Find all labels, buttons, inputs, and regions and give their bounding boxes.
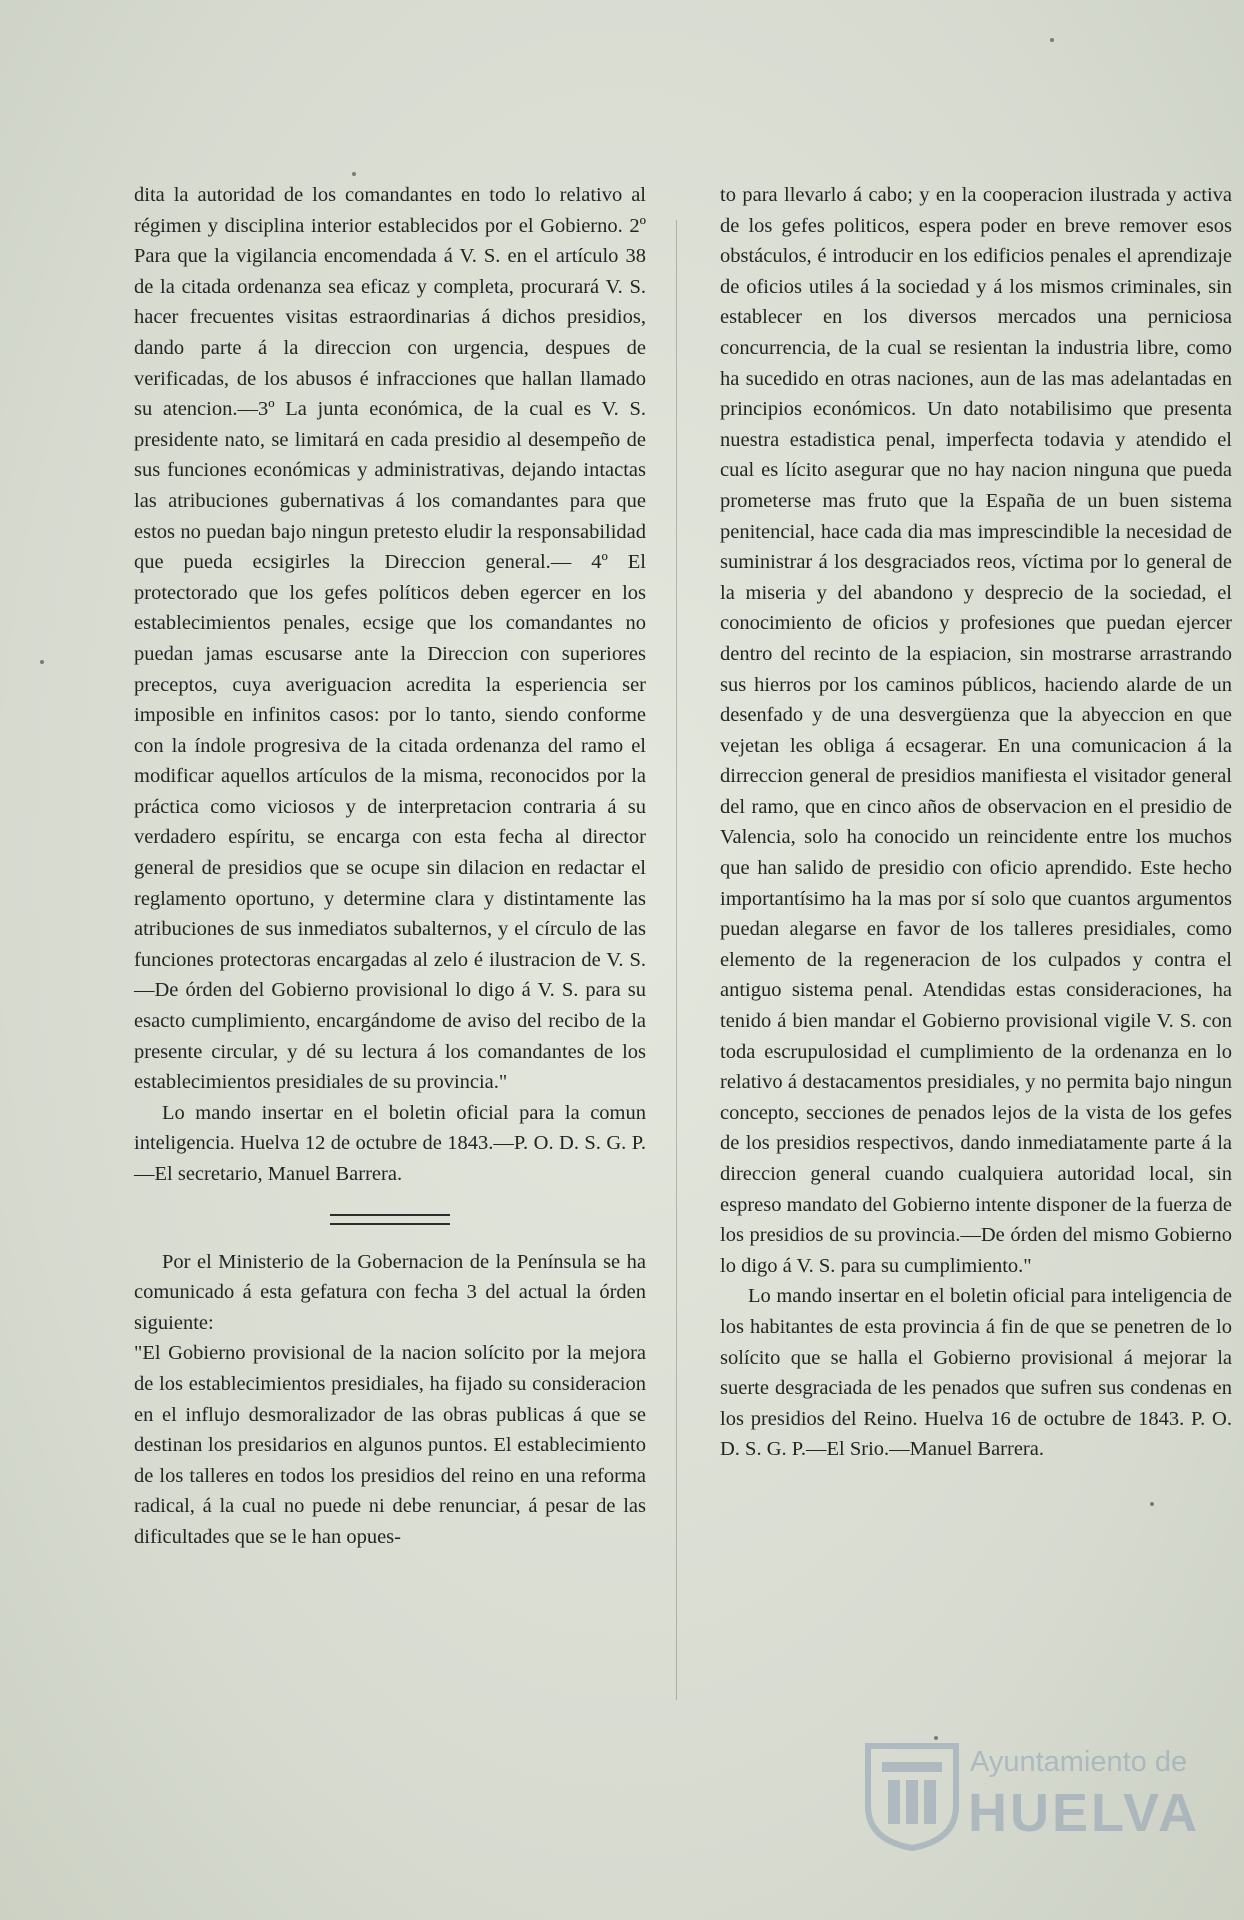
- watermark-line-2: HUELVA: [968, 1783, 1200, 1843]
- right-column: [720, 180, 1232, 1465]
- ink-speck: [40, 660, 44, 664]
- huelva-shield-icon: [862, 1740, 962, 1852]
- double-rule-separator: [330, 1214, 450, 1225]
- right-paragraph-1: to para llevarlo á cabo; y en la cooperacion ilustrada y activa de los gefes politicos, espera poder en breve remover esos obstáculos, é introducir en los edificios penales el aprendizaje de oficios utiles á la sociedad y á los mismos criminales, sin establecer en los diversos mercados una perniciosa concurrencia, de la cual se resientan la industria libre, como ha sucedido en otras naciones, aun de las mas adelantadas en principios económicos. Un dato notabilisimo que presenta nuestra estadistica penal, imperfecta todavia y atendido el cual es lícito asegurar que no hay nacion ninguna que pueda prometerse mas fruto que la España de un buen sistema penitencial, hace cada dia mas imprescindible la necesidad de suministrar á los desgraciados reos, víctima por lo general de la miseria y del abandono y desprecio de la sociedad, el conocimiento de oficios y profesiones que puedan ejercer dentro del recinto de la espiacion, sin mostrarse arrastrando sus hierros por los caminos públicos, haciendo alarde de un desenfado y de una desvergüenza que la abyeccion en que vejetan les obliga á ecsagerar. En una comunicacion á la dirreccion general de presidios manifiesta el visitador general del ramo, que en cinco años de observacion en el presidio de Valencia, solo ha conocido un reincidente entre los muchos que han salido de presidio con oficio aprendido. Este hecho importantísimo ha la mas por sí solo que cuantos argumentos puedan alegarse en favor de los talleres presidiales, como elemento de la regeneracion de los culpados y contra el antiguo sistema penal. Atendidas estas consideraciones, ha tenido á bien mandar el Gobierno provisional vigile V. S. con toda escrupulosidad el cumplimiento de la ordenanza en lo relativo á destacamentos presidiales, y no permita bajo ningun concepto, secciones de penados lejos de la vista de los gefes de los presidios respectivos, dando inmediatamente parte á la direccion general cuando cualquiera autoridad local, sin espreso mandato del Gobierno intente disponer de la fuerza de los presidios de su provincia.—De órden del mismo Gobierno lo digo á V. S. para su cumplimiento.": [720, 184, 1232, 1277]
- column-divider: [676, 220, 677, 1700]
- ink-speck: [352, 172, 356, 176]
- ayuntamiento-watermark: [862, 1740, 1200, 1860]
- left-paragraph-1: dita la autoridad de los comandantes en todo lo relativo al régimen y disciplina interior establecidos por el Gobierno. 2º Para que la vigilancia encomendada á V. S. en el artículo 38 de la citada ordenanza sea eficaz y completa, procurará V. S. hacer frecuentes visitas estraordinarias á dichos presidios, dando parte á la direccion con urgencia, despues de verificadas, de los abusos é infracciones que hallan llamado su atencion.—3º La junta económica, de la cual es V. S. presidente nato, se limitará en cada presidio al desempeño de sus funciones económicas y administrativas, dejando intactas las atribuciones gubernativas á los comandantes para que estos no puedan bajo ningun pretesto eludir la responsabilidad que pueda ecsigirles la Direccion general.— 4º El protectorado que los gefes políticos deben egercer en los establecimientos penales, ecsige que los comandantes no puedan jamas escusarse ante la Direccion con superiores preceptos, cuya averiguacion acredita la esperiencia ser imposible en infinitos casos: por lo tanto, siendo conforme con la índole progresiva de la citada ordenanza del ramo el modificar aquellos artículos de la misma, reconocidos por la práctica como viciosos y de interpretacion contraria á su verdadero espíritu, se encarga con esta fecha al director general de presidios que se ocupe sin dilacion en redactar el reglamento oportuno, y determine clara y distintamente las atribuciones de sus inmediatos subalternos, y el círculo de las funciones protectoras encargadas al zelo é ilustracion de V. S.—De órden del Gobierno provisional lo digo á V. S. para su esacto cumplimiento, encargándome de aviso del recibo de la presente circular, y dé su lectura á los comandantes de los establecimientos presidiales de su provincia.": [134, 184, 646, 1094]
- right-paragraph-2: Lo mando insertar en el boletin oficial para inteligencia de los habitantes de esta provincia á fin de que se penetren de lo solícito que se halla el Gobierno provisional á mejorar la suerte desgraciada de les penados que sufren sus condenas en los presidios del Reino. Huelva 16 de octubre de 1843. P. O. D. S. G. P.—El Srio.—Manuel Barrera.: [720, 1285, 1232, 1461]
- left-paragraph-2: Lo mando insertar en el boletin oficial para la comun inteligencia. Huelva 12 de octubre de 1843.—P. O. D. S. G. P.—El secretario, Manuel Barrera.: [134, 1101, 646, 1185]
- ink-speck: [1150, 1502, 1154, 1506]
- left-paragraph-3: Por el Ministerio de la Gobernacion de la Península se ha comunicado á esta gefatura con fecha 3 del actual la órden siguiente:: [134, 1250, 646, 1334]
- ink-speck: [1050, 38, 1054, 42]
- watermark-line-1: Ayuntamiento de: [970, 1746, 1188, 1778]
- left-column: [134, 180, 646, 1553]
- left-paragraph-4: "El Gobierno provisional de la nacion solícito por la mejora de los establecimientos presidiales, ha fijado su consideracion en el influjo desmoralizador de las obras publicas á que se destinan los presidarios en algunos puntos. El establecimiento de los talleres en todos los presidios del reino en una reforma radical, á la cual no puede ni debe renunciar, á pesar de las dificultades que se le han opues-: [134, 1342, 646, 1548]
